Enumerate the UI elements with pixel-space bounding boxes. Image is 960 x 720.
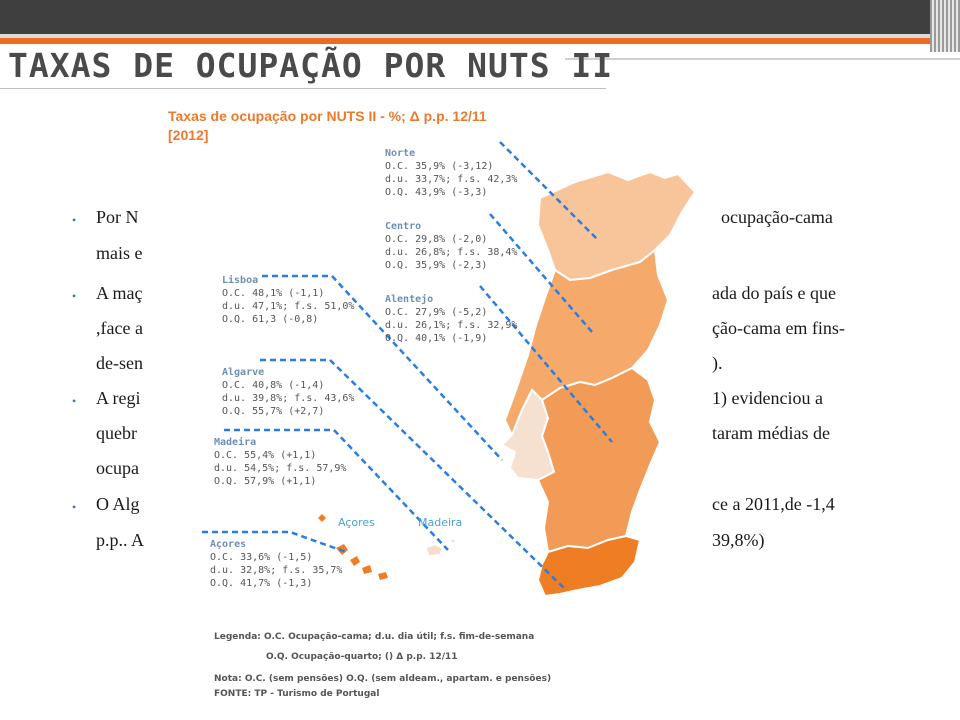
occupancy-map-figure [150, 100, 710, 705]
island-label-madeira: Madeira [418, 516, 463, 529]
bullet-1: • [72, 213, 77, 227]
body-line: ada do país e que [712, 283, 836, 303]
body-line: O Alg [96, 494, 140, 514]
label-acores-du: d.u. 32,8%; f.s. 35,7% [210, 565, 343, 576]
body-line: ção-cama em fins- [712, 318, 845, 338]
label-madeira-oc: O.C. 55,4% (+1,1) [214, 450, 317, 461]
legend-line-2: O.Q. Ocupação-quarto; () Δ p.p. 12/11 [266, 652, 458, 662]
label-alentejo [385, 293, 517, 345]
label-centro-du: d.u. 26,8%; f.s. 38,4% [385, 247, 518, 258]
body-line: mais e [96, 243, 143, 263]
label-acores [210, 538, 342, 590]
label-lisboa-oc: O.C. 48,1% (-1,1) [222, 288, 325, 299]
label-alentejo-name: Alentejo [385, 294, 434, 305]
island-acores-1 [318, 514, 326, 522]
label-acores-oq: O.Q. 41,7% (-1,3) [210, 578, 313, 589]
body-line: ocupação-cama [721, 207, 833, 227]
body-line: p.p.. A [96, 530, 145, 550]
label-centro-oq: O.Q. 35,9% (-2,3) [385, 260, 488, 271]
body-line: ocupa [96, 458, 139, 478]
label-norte-name: Norte [385, 148, 416, 159]
body-line: A regi [96, 388, 141, 408]
label-norte-oq: O.Q. 43,9% (-3,3) [385, 187, 488, 198]
label-norte-du: d.u. 33,7%; f.s. 42,3% [385, 174, 518, 185]
label-acores-name: Açores [210, 539, 247, 550]
label-norte [385, 147, 517, 199]
island-porto-santo [450, 538, 456, 544]
label-alentejo-du: d.u. 26,1%; f.s. 32,9% [385, 320, 518, 331]
body-line: 39,8%) [712, 530, 765, 550]
island-acores-3 [350, 556, 360, 566]
label-algarve-oq: O.Q. 55,7% (+2,7) [222, 406, 325, 417]
legend-note: Nota: O.C. (sem pensões) O.Q. (sem aldeam., apartam. e pensões) [214, 674, 552, 684]
bullet-3: • [72, 394, 77, 408]
body-line: 1) evidenciou a [712, 388, 823, 408]
label-lisboa-name: Lisboa [222, 275, 259, 286]
label-acores-oc: O.C. 33,6% (-1,5) [210, 552, 313, 563]
label-centro-name: Centro [385, 221, 422, 232]
body-line: ,face a [96, 318, 143, 338]
label-lisboa [222, 274, 354, 326]
label-madeira-oq: O.Q. 57,9% (+1,1) [214, 476, 317, 487]
label-lisboa-oq: O.Q. 61,3 (-0,8) [222, 314, 319, 325]
label-centro-oc: O.C. 29,8% (-2,0) [385, 234, 488, 245]
figure-year: [2012] [168, 127, 209, 143]
body-line: Por N [96, 207, 139, 227]
label-madeira [214, 436, 346, 488]
region-alentejo [538, 368, 660, 552]
slide-title: TAXAS DE OCUPAÇÃO POR NUTS II [8, 46, 614, 85]
body-line: ). [712, 353, 723, 373]
legend-line-1: Legenda: O.C. Ocupação-cama; d.u. dia útil; f.s. fim-de-semana [214, 632, 535, 642]
body-line: quebr [96, 423, 137, 443]
figure-title: Taxas de ocupação por NUTS II - %; Δ p.p. 12/11 [168, 108, 487, 124]
label-algarve-name: Algarve [222, 367, 265, 378]
island-madeira [425, 544, 443, 556]
label-algarve-du: d.u. 39,8%; f.s. 43,6% [222, 393, 355, 404]
body-line: taram médias de [712, 423, 830, 443]
bullet-2: • [72, 289, 77, 303]
label-algarve-oc: O.C. 40,8% (-1,4) [222, 380, 325, 391]
legend-source: FONTE: TP - Turismo de Portugal [214, 689, 380, 699]
label-madeira-name: Madeira [214, 437, 257, 448]
body-line: ce a 2011,de -1,4 [712, 494, 835, 514]
island-acores-4 [362, 565, 372, 574]
label-alentejo-oc: O.C. 27,9% (-5,2) [385, 307, 488, 318]
body-line: de-sen [96, 353, 143, 373]
label-madeira-du: d.u. 54,5%; f.s. 57,9% [214, 463, 347, 474]
body-line: A maç [96, 283, 143, 303]
label-alentejo-oq: O.Q. 40,1% (-1,9) [385, 333, 488, 344]
label-centro [385, 220, 517, 272]
label-lisboa-du: d.u. 47,1%; f.s. 51,0% [222, 301, 355, 312]
bullet-4: • [72, 500, 77, 514]
island-label-acores: Açores [338, 516, 375, 529]
region-norte [538, 172, 695, 280]
label-algarve [222, 366, 354, 418]
label-norte-oc: O.C. 35,9% (-3,12) [385, 161, 494, 172]
island-acores-5 [378, 572, 388, 580]
